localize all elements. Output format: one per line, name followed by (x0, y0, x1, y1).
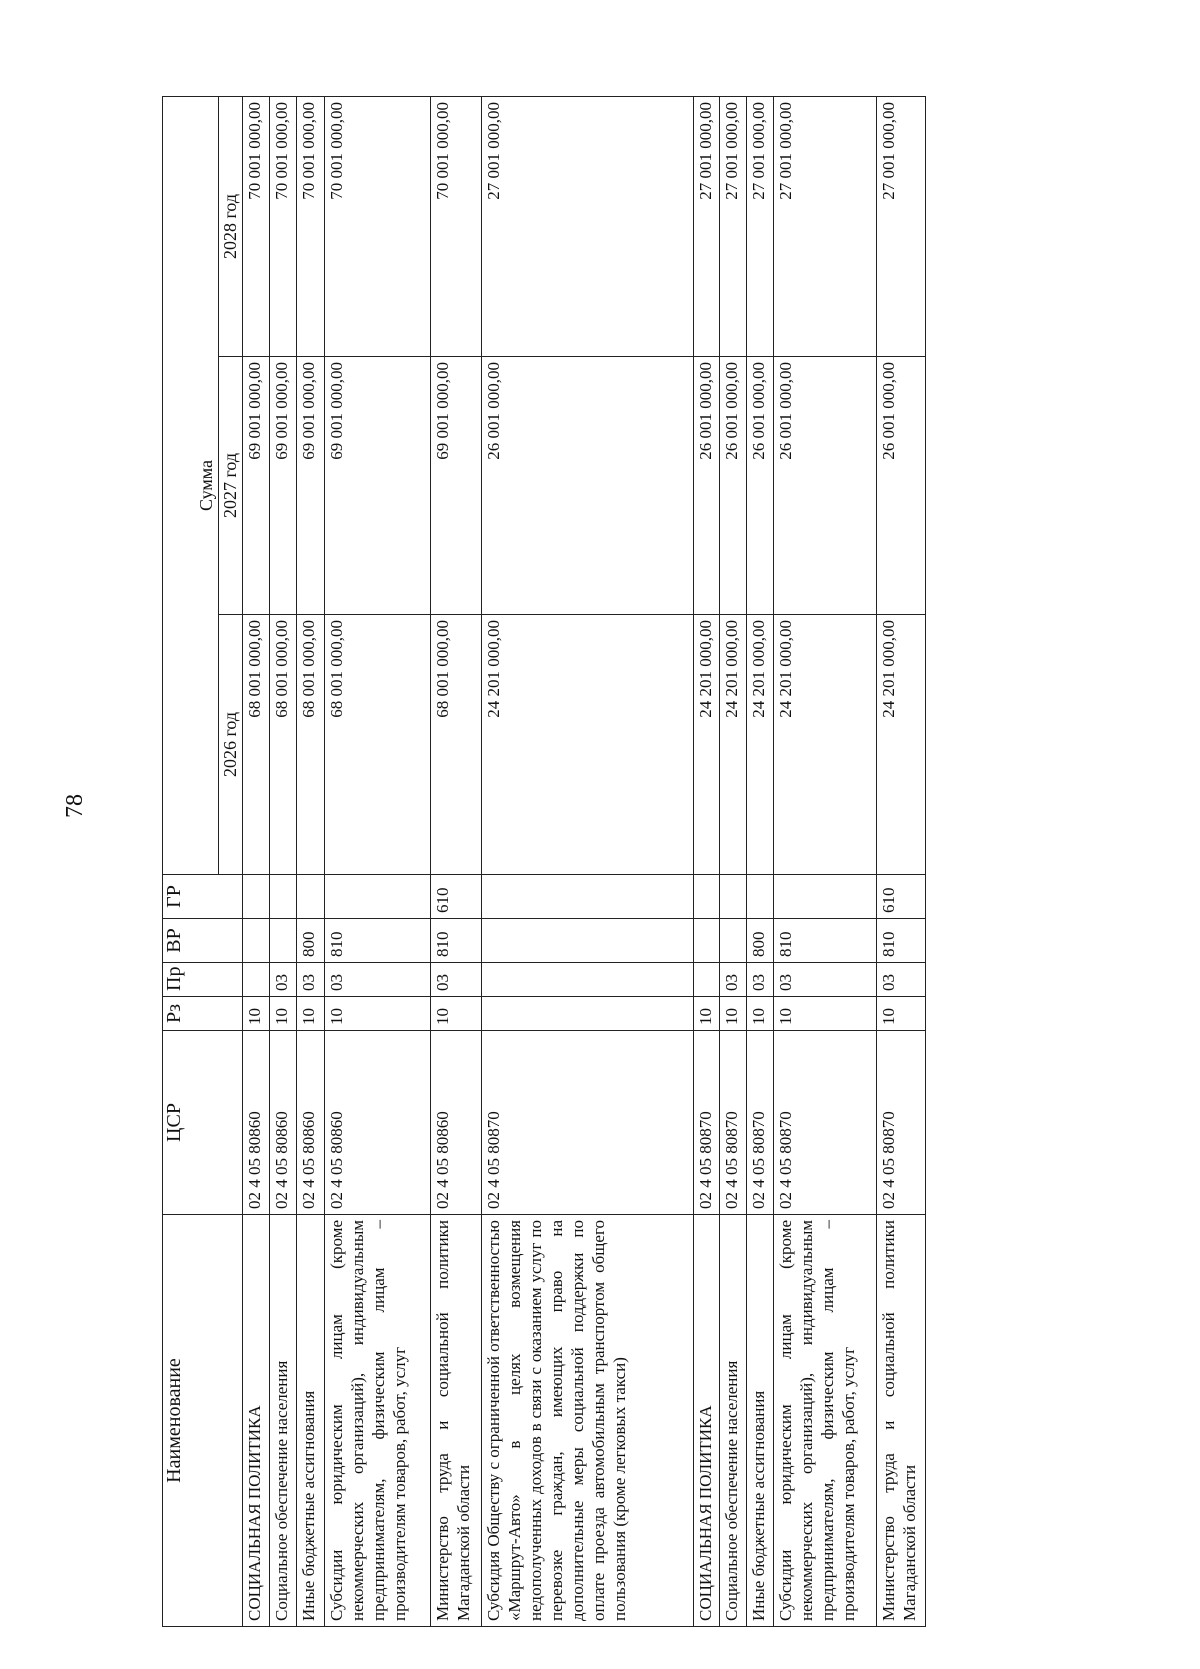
amount-2026-cell: 68 001 000,00 (270, 615, 297, 875)
table-row (774, 97, 877, 1627)
amount-2026-cell: 24 201 000,00 (747, 615, 774, 875)
amount-2026-cell: 68 001 000,00 (431, 615, 482, 875)
csr-cell: 02 4 05 80870 (774, 1031, 877, 1215)
table-row (243, 97, 270, 1627)
amount-2026-cell: 68 001 000,00 (325, 615, 431, 875)
gr-cell (243, 875, 270, 919)
pr-cell: 03 (431, 963, 482, 997)
table-row (482, 97, 694, 1627)
amount-2026-cell: 24 201 000,00 (482, 615, 694, 875)
csr-cell: 02 4 05 80870 (720, 1031, 747, 1215)
amount-2027-cell: 26 001 000,00 (694, 357, 720, 615)
name-cell: Иные бюджетные ассигнования (297, 1215, 325, 1627)
page-number: 78 (62, 794, 88, 818)
name-cell: Министерство труда и социальной политики Магаданской области (431, 1215, 482, 1627)
csr-cell: 02 4 05 80860 (243, 1031, 270, 1215)
vr-cell (243, 919, 270, 963)
amount-2027-cell: 26 001 000,00 (720, 357, 747, 615)
rz-cell: 10 (877, 997, 926, 1031)
gr-cell (720, 875, 747, 919)
header-pr: Пр (163, 963, 243, 997)
table-row (694, 97, 720, 1627)
header-vr: ВР (163, 919, 243, 963)
amount-2028-cell: 70 001 000,00 (325, 97, 431, 357)
amount-2028-cell: 27 001 000,00 (694, 97, 720, 357)
name-cell: СОЦИАЛЬНАЯ ПОЛИТИКА (243, 1215, 270, 1627)
name-cell: СОЦИАЛЬНАЯ ПОЛИТИКА (694, 1215, 720, 1627)
pr-cell (694, 963, 720, 997)
pr-cell (243, 963, 270, 997)
csr-cell: 02 4 05 80870 (877, 1031, 926, 1215)
amount-2028-cell: 70 001 000,00 (270, 97, 297, 357)
table-row (297, 97, 325, 1627)
amount-2028-cell: 70 001 000,00 (431, 97, 482, 357)
amount-2027-cell: 26 001 000,00 (482, 357, 694, 615)
rz-cell (482, 997, 694, 1031)
table-row (325, 97, 431, 1627)
table-row (747, 97, 774, 1627)
csr-cell: 02 4 05 80870 (482, 1031, 694, 1215)
table-row (720, 97, 747, 1627)
budget-table (162, 96, 926, 1627)
amount-2028-cell: 27 001 000,00 (720, 97, 747, 357)
gr-cell (482, 875, 694, 919)
vr-cell: 800 (297, 919, 325, 963)
name-cell: Социальное обеспечение населения (270, 1215, 297, 1627)
pr-cell: 03 (297, 963, 325, 997)
amount-2027-cell: 69 001 000,00 (270, 357, 297, 615)
csr-cell: 02 4 05 80860 (297, 1031, 325, 1215)
name-cell: Министерство труда и социальной политики Магаданской области (877, 1215, 926, 1627)
rotated-table-wrapper (162, 97, 919, 1627)
amount-2027-cell: 26 001 000,00 (877, 357, 926, 615)
vr-cell: 810 (325, 919, 431, 963)
name-cell: Иные бюджетные ассигнования (747, 1215, 774, 1627)
amount-2028-cell: 70 001 000,00 (243, 97, 270, 357)
header-2027: 2027 год (219, 357, 243, 615)
name-cell: Социальное обеспечение населения (720, 1215, 747, 1627)
amount-2028-cell: 27 001 000,00 (774, 97, 877, 357)
name-cell: Субсидия Обществу с ограниченной ответственностью «Маршрут-Авто» в целях возмещения недополученных доходов в связи с оказанием услуг по перевозке граждан, имеющих право на дополнительные меры социальной поддержки по оплате проезда автомобильным транспортом общего пользования (кроме легковых такси) (482, 1215, 694, 1627)
vr-cell (720, 919, 747, 963)
amount-2027-cell: 69 001 000,00 (243, 357, 270, 615)
gr-cell: 610 (877, 875, 926, 919)
gr-cell (270, 875, 297, 919)
amount-2026-cell: 68 001 000,00 (243, 615, 270, 875)
gr-cell (297, 875, 325, 919)
pr-cell: 03 (325, 963, 431, 997)
amount-2028-cell: 27 001 000,00 (747, 97, 774, 357)
vr-cell (482, 919, 694, 963)
amount-2026-cell: 24 201 000,00 (774, 615, 877, 875)
pr-cell: 03 (877, 963, 926, 997)
csr-cell: 02 4 05 80870 (694, 1031, 720, 1215)
table-row (270, 97, 297, 1627)
vr-cell: 810 (877, 919, 926, 963)
table-row (431, 97, 482, 1627)
vr-cell: 810 (431, 919, 482, 963)
rz-cell: 10 (747, 997, 774, 1031)
pr-cell: 03 (774, 963, 877, 997)
rz-cell: 10 (774, 997, 877, 1031)
rz-cell: 10 (243, 997, 270, 1031)
header-2028: 2028 год (219, 97, 243, 357)
rz-cell: 10 (270, 997, 297, 1031)
vr-cell (694, 919, 720, 963)
pr-cell: 03 (747, 963, 774, 997)
amount-2028-cell: 70 001 000,00 (297, 97, 325, 357)
amount-2027-cell: 26 001 000,00 (747, 357, 774, 615)
vr-cell (270, 919, 297, 963)
csr-cell: 02 4 05 80860 (270, 1031, 297, 1215)
pr-cell: 03 (720, 963, 747, 997)
amount-2026-cell: 68 001 000,00 (297, 615, 325, 875)
header-name: Наименование (163, 1215, 243, 1627)
name-cell: Субсидии юридическим лицам (кроме некоммерческих организаций), индивидуальным предпринимателям, физическим лицам – производителям товаров, работ, услуг (774, 1215, 877, 1627)
amount-2028-cell: 27 001 000,00 (482, 97, 694, 357)
amount-2028-cell: 27 001 000,00 (877, 97, 926, 357)
gr-cell (325, 875, 431, 919)
gr-cell (694, 875, 720, 919)
vr-cell: 800 (747, 919, 774, 963)
gr-cell: 610 (431, 875, 482, 919)
amount-2027-cell: 69 001 000,00 (297, 357, 325, 615)
rz-cell: 10 (297, 997, 325, 1031)
amount-2026-cell: 24 201 000,00 (694, 615, 720, 875)
rz-cell: 10 (431, 997, 482, 1031)
gr-cell (774, 875, 877, 919)
rz-cell: 10 (694, 997, 720, 1031)
amount-2026-cell: 24 201 000,00 (877, 615, 926, 875)
rz-cell: 10 (720, 997, 747, 1031)
vr-cell: 810 (774, 919, 877, 963)
amount-2027-cell: 26 001 000,00 (774, 357, 877, 615)
csr-cell: 02 4 05 80860 (431, 1031, 482, 1215)
gr-cell (747, 875, 774, 919)
amount-2027-cell: 69 001 000,00 (325, 357, 431, 615)
csr-cell: 02 4 05 80860 (325, 1031, 431, 1215)
header-csr: ЦСР (163, 1031, 243, 1215)
header-sum: Сумма (163, 97, 219, 875)
header-2026: 2026 год (219, 615, 243, 875)
amount-2027-cell: 69 001 000,00 (431, 357, 482, 615)
amount-2026-cell: 24 201 000,00 (720, 615, 747, 875)
name-cell: Субсидии юридическим лицам (кроме некоммерческих организаций), индивидуальным предпринимателям, физическим лицам – производителям товаров, работ, услуг (325, 1215, 431, 1627)
header-gr: ГР (163, 875, 243, 919)
header-rz: Рз (163, 997, 243, 1031)
pr-cell (482, 963, 694, 997)
table-body (243, 97, 926, 1627)
rz-cell: 10 (325, 997, 431, 1031)
csr-cell: 02 4 05 80870 (747, 1031, 774, 1215)
table-row (877, 97, 926, 1627)
pr-cell: 03 (270, 963, 297, 997)
